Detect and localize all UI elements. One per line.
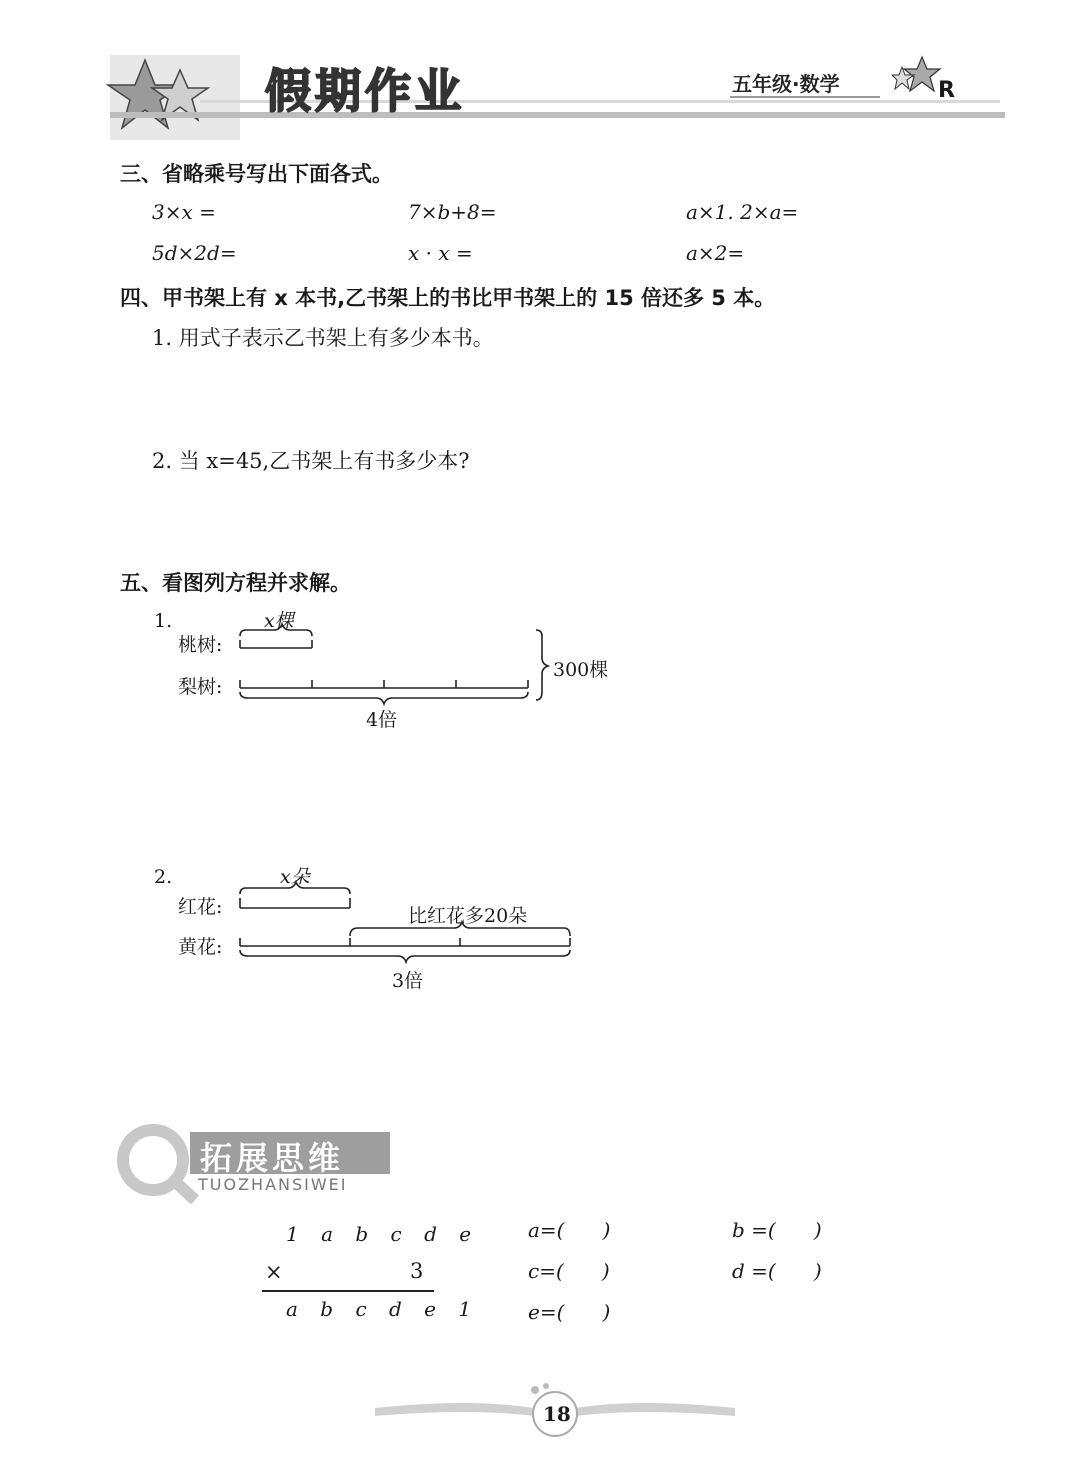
yellow-flower-label: 黄花: xyxy=(178,936,223,958)
answer-e: e=( ) xyxy=(528,1300,611,1324)
expression-item: 7×b+8= xyxy=(408,200,497,224)
red-flower-label: 红花: xyxy=(178,896,223,918)
answer-c: c=( ) xyxy=(528,1259,610,1283)
puzzle-multiplier: 3 xyxy=(410,1259,424,1283)
diagram-2-number: 2. xyxy=(154,866,173,888)
peach-label: 桃树: xyxy=(178,634,223,656)
x-flowers-label: x朵 xyxy=(280,866,310,888)
extension-title: 拓展思维 xyxy=(200,1139,345,1177)
expression-item: 3×x = xyxy=(152,200,216,224)
expression-item: a×1. 2×a= xyxy=(686,200,799,224)
pear-label: 梨树: xyxy=(178,676,223,698)
puzzle-operator: × xyxy=(265,1260,283,1284)
answer-b: b =( ) xyxy=(732,1218,822,1242)
expression-item: 5d×2d= xyxy=(152,241,237,265)
extension-subtitle: TUOZHANSIWEI xyxy=(198,1175,348,1194)
question-1: 1. 用式子表示乙书架上有多少本书。 xyxy=(152,326,494,350)
header-title: 假期作业 xyxy=(265,64,465,118)
section-4-title: 四、甲书架上有 x 本书,乙书架上的书比甲书架上的 15 倍还多 5 本。 xyxy=(120,286,776,310)
section-5-title: 五、看图列方程并求解。 xyxy=(120,571,351,595)
x-trees-label: x棵 xyxy=(264,610,294,632)
star-logo-icon xyxy=(100,50,240,145)
edition-mark: R xyxy=(938,78,955,103)
page-number: 18 xyxy=(543,1402,571,1426)
answer-a: a=( ) xyxy=(528,1218,611,1242)
segment-diagram-2 xyxy=(230,880,580,970)
puzzle-result: a b c d e 1 xyxy=(286,1297,480,1321)
times-3-label: 3倍 xyxy=(392,970,424,992)
diagram-1-number: 1. xyxy=(154,610,173,632)
grade-subject: 五年级·数学 xyxy=(732,72,840,96)
expression-item: a×2= xyxy=(686,241,745,265)
answer-d: d =( ) xyxy=(732,1259,822,1283)
segment-diagram-1 xyxy=(230,620,560,710)
puzzle-row-1: 1 a b c d e xyxy=(286,1222,480,1246)
question-2: 2. 当 x=45,乙书架上有书多少本? xyxy=(152,449,470,473)
total-300-label: 300棵 xyxy=(553,659,609,681)
times-4-label: 4倍 xyxy=(366,709,398,731)
more-20-label: 比红花多20朵 xyxy=(408,905,528,927)
expression-item: x · x = xyxy=(408,241,473,265)
section-3-title: 三、省略乘号写出下面各式。 xyxy=(120,162,393,186)
